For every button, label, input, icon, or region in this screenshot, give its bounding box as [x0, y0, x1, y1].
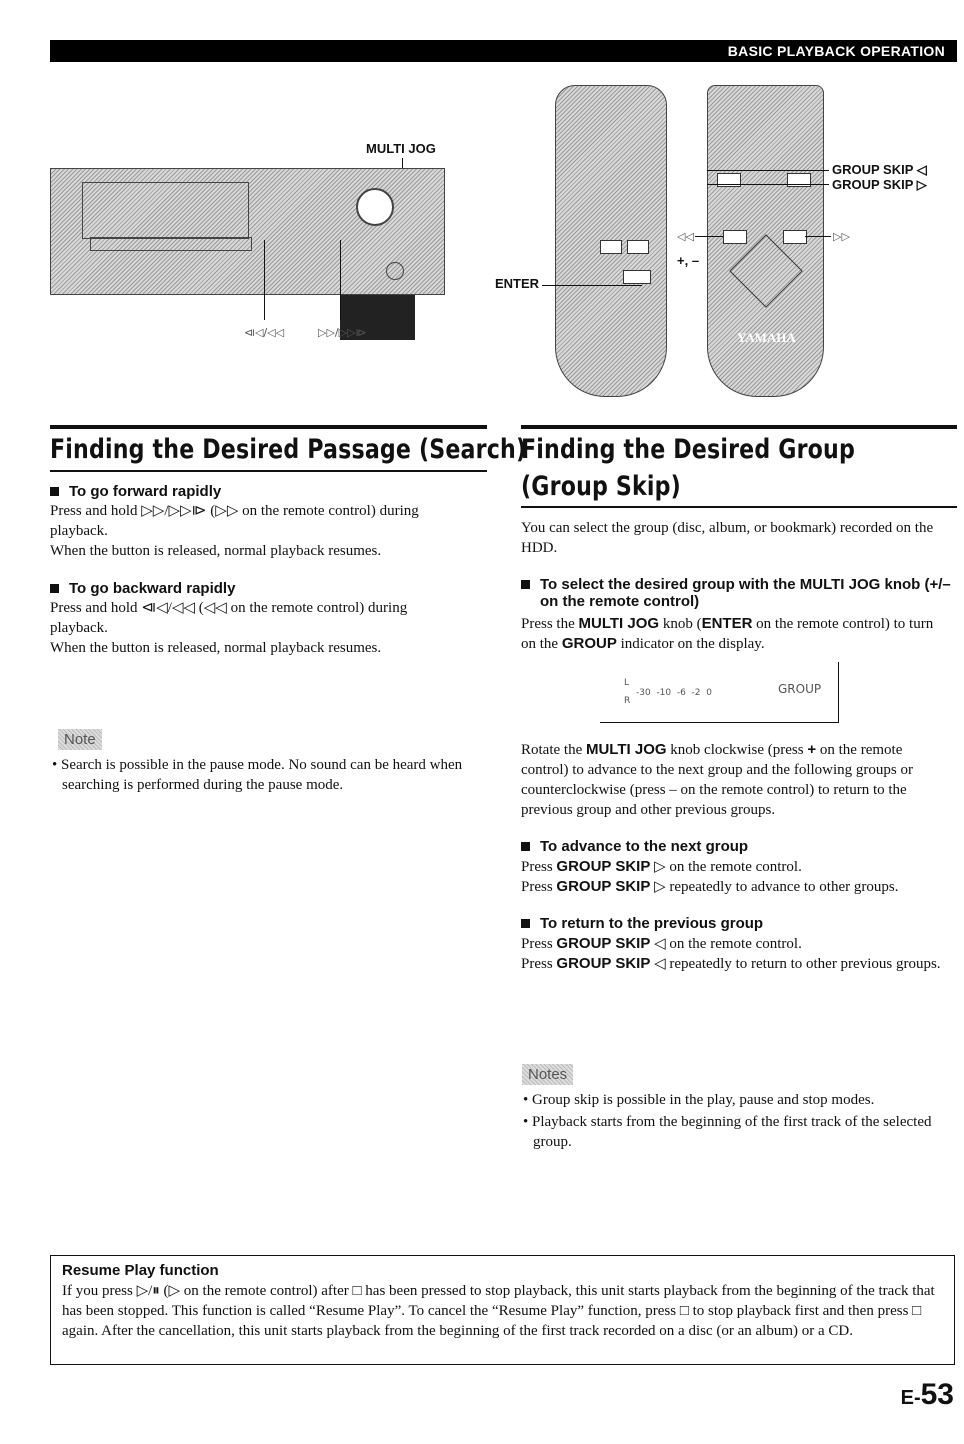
- bold-text: GROUP: [561, 635, 617, 652]
- text: on the remote control) to turn on the: [521, 616, 934, 652]
- bold-text: +: [807, 741, 817, 758]
- skip-back-leader: [264, 240, 265, 320]
- backward-heading: [50, 580, 235, 597]
- skip-fwd-label: ▷▷/▷▷⧐: [318, 326, 367, 339]
- select-paragraph: [521, 614, 946, 654]
- select-heading-text: To select the desired group with the MULTI JOG knob (+/– on the remote control): [540, 576, 951, 610]
- notes-badge: Notes: [522, 1064, 573, 1085]
- group-skip-next-label: GROUP SKIP ▷: [832, 177, 927, 192]
- group-title-line1: Finding the Desired Group: [521, 434, 855, 465]
- text: Press: [521, 879, 557, 895]
- group-title-line2: (Group Skip): [521, 471, 681, 502]
- page-number: [901, 1378, 954, 1412]
- rew-leader: [695, 236, 723, 237]
- next-p2: [521, 877, 946, 897]
- bullet-square-icon: [521, 842, 530, 851]
- enter-leader: [542, 285, 642, 286]
- text: Press: [521, 859, 557, 875]
- display-group-indicator: GROUP: [778, 682, 822, 696]
- prev-p2: [521, 954, 946, 974]
- bold-text: MULTI JOG: [585, 741, 667, 758]
- group-skip-prev-label: GROUP SKIP ◁: [832, 162, 927, 177]
- multi-jog-label: MULTI JOG: [366, 141, 436, 156]
- bullet-square-icon: [521, 919, 530, 928]
- rotate-paragraph: [521, 740, 946, 820]
- enter-label: ENTER: [495, 276, 540, 291]
- next-p1: [521, 857, 946, 877]
- bullet-square-icon: [521, 580, 530, 589]
- section-header-bar: [50, 40, 957, 62]
- next-heading-text: To advance to the next group: [540, 838, 749, 855]
- note-text: Search is possible in the pause mode. No sound can be heard when searching is performed during the pause mode.: [61, 757, 463, 793]
- forward-p1: Press and hold ▷▷/▷▷⧐ (▷▷ on the remote control) during playback.: [50, 503, 419, 539]
- text: Press: [521, 956, 557, 972]
- bold-text: MULTI JOG: [578, 615, 660, 632]
- page-prefix: E-: [900, 1387, 921, 1409]
- text: Press: [521, 936, 557, 952]
- plus-button: [627, 240, 649, 254]
- bold-text: GROUP SKIP: [556, 878, 651, 895]
- group-title-rule: [521, 425, 957, 429]
- multi-jog-knob: [356, 188, 394, 226]
- select-heading: [521, 576, 964, 610]
- bold-text: GROUP SKIP: [556, 935, 651, 952]
- display-scale: -30 -10 -6 -2 0: [636, 688, 712, 698]
- group-skip-prev-leader: [707, 170, 829, 171]
- search-title-underline: [50, 470, 487, 472]
- text: ▷ on the remote control.: [650, 859, 802, 875]
- text: Press the: [521, 616, 579, 632]
- backward-heading-text: To go backward rapidly: [69, 580, 236, 597]
- ffw-button: [783, 230, 807, 244]
- prev-heading-text: To return to the previous group: [540, 915, 764, 932]
- bullet-square-icon: [50, 584, 59, 593]
- prev-heading: [521, 915, 763, 932]
- backward-paragraph: [50, 598, 450, 658]
- display-l: L: [624, 678, 630, 688]
- next-paragraph: [521, 857, 946, 897]
- group-title-underline: [521, 506, 957, 508]
- next-heading: [521, 838, 748, 855]
- yamaha-logo: YAMAHA: [737, 330, 796, 345]
- rew-label: ◁◁: [677, 230, 694, 243]
- forward-heading-text: To go forward rapidly: [69, 483, 222, 500]
- bold-text: GROUP SKIP: [556, 955, 651, 972]
- search-title-rule: [50, 425, 487, 429]
- bullet-square-icon: [50, 487, 59, 496]
- display-panel: [600, 662, 839, 723]
- rew-button: [723, 230, 747, 244]
- group-skip-next-leader: [707, 184, 829, 185]
- plus-minus-label: +, –: [677, 253, 700, 268]
- page-number-value: 53: [920, 1378, 954, 1411]
- remote-figure: [495, 85, 927, 400]
- ffw-leader: [805, 236, 831, 237]
- bold-text: ENTER: [701, 615, 753, 632]
- resume-play-box: [50, 1255, 955, 1365]
- text: Rotate the: [521, 742, 586, 758]
- bold-text: GROUP SKIP: [556, 858, 651, 875]
- group-intro: You can select the group (disc, album, or bookmark) recorded on the HDD.: [521, 520, 934, 556]
- notes-item-text: Playback starts from the beginning of the first track of the selected group.: [532, 1114, 932, 1150]
- volume-knob: [386, 262, 404, 280]
- text: knob clockwise (press: [666, 742, 808, 758]
- search-title: Finding the Desired Passage (Search): [50, 434, 527, 465]
- section-title: BASIC PLAYBACK OPERATION: [727, 43, 945, 59]
- resume-text: If you press ▷/⏸ (▷ on the remote control) after □ has been pressed to stop playback, this unit starts playback from the beginning of the track that has been stopped. This function is called “Resume Play”. To cancel the “Resume Play” function, press □ to stop playback first and then press □ again. After the cancellation, this unit starts playback from the beginning of the first track recorded on a disc (or an album) or a CD.: [62, 1283, 935, 1339]
- notes-item: • Playback starts from the beginning of the first track of the selected group.: [523, 1114, 932, 1150]
- enter-button: [623, 270, 651, 284]
- forward-heading: [50, 483, 221, 500]
- text: ▷ repeatedly to advance to other groups.: [650, 879, 899, 895]
- forward-paragraph: [50, 501, 450, 561]
- front-panel-drawer: [82, 182, 249, 239]
- text: ◁ repeatedly to return to other previous groups.: [650, 956, 941, 972]
- skip-fwd-leader: [340, 240, 341, 320]
- notes-item-text: Group skip is possible in the play, pause and stop modes.: [532, 1092, 875, 1108]
- notes-list: [523, 1090, 943, 1152]
- resume-heading: Resume Play function: [62, 1262, 219, 1279]
- forward-p2: When the button is released, normal playback resumes.: [50, 543, 382, 559]
- text: indicator on the display.: [616, 636, 765, 652]
- backward-p2: When the button is released, normal playback resumes.: [50, 640, 382, 656]
- minus-button: [600, 240, 622, 254]
- text: ◁ on the remote control.: [650, 936, 802, 952]
- note-item: • Search is possible in the pause mode. No sound can be heard when searching is performed during the pause mode.: [52, 757, 463, 793]
- notes-item: • Group skip is possible in the play, pause and stop modes.: [523, 1092, 875, 1108]
- prev-paragraph: [521, 934, 946, 974]
- note-badge: Note: [58, 729, 102, 750]
- disc-tray: [90, 237, 252, 251]
- prev-p1: [521, 934, 946, 954]
- display-r: R: [624, 696, 631, 706]
- text: on the remote control) to advance to the next group and the following groups or counterclockwise (press – on the remote control) to return to the previous group and other previous groups.: [521, 742, 913, 818]
- skip-back-label: ⧏◁/◁◁: [244, 326, 285, 339]
- text: knob (: [659, 616, 702, 632]
- ffw-label: ▷▷: [833, 230, 850, 243]
- front-panel-figure: [50, 140, 450, 350]
- backward-p1: Press and hold ⧏◁/◁◁ (◁◁ on the remote control) during playback.: [50, 600, 408, 636]
